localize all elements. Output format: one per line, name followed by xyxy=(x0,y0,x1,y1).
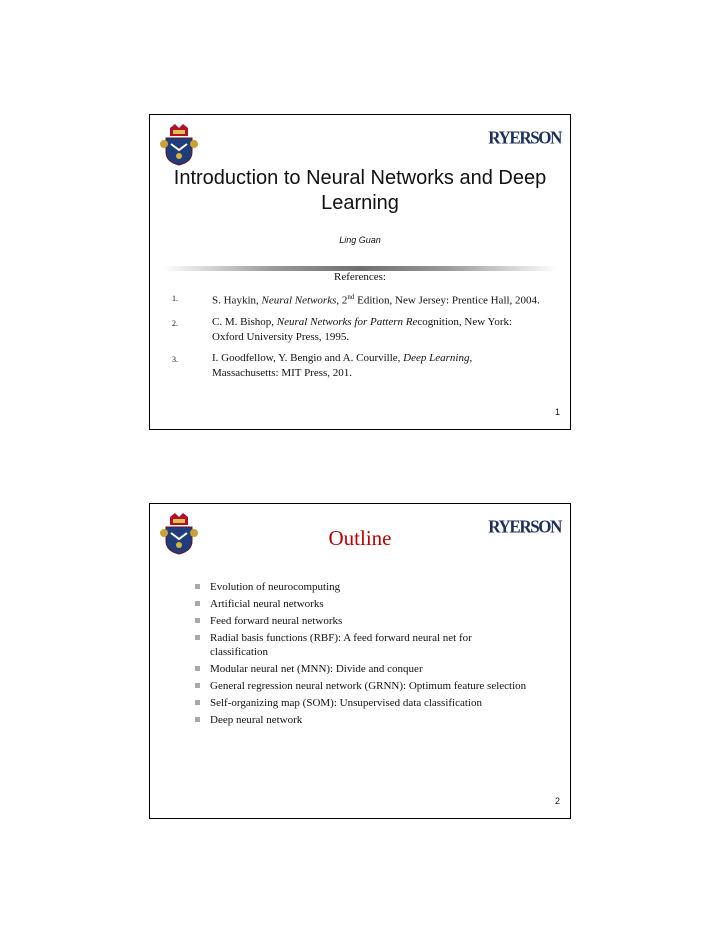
outline-item xyxy=(195,597,530,611)
reference-number: 3. xyxy=(172,354,178,364)
reference-superscript: nd xyxy=(347,293,355,301)
outline-item-text: Self-organizing map (SOM): Unsupervised data classification xyxy=(210,697,482,709)
page-number: 1 xyxy=(554,407,560,417)
outline-item-text: Evolution of neurocomputing xyxy=(210,581,341,593)
square-bullet-icon xyxy=(195,618,200,623)
square-bullet-icon xyxy=(195,666,200,671)
outline-item xyxy=(195,713,530,727)
reference-text: C. M. Bishop, xyxy=(212,315,277,328)
reference-text: S. Haykin, xyxy=(212,294,262,307)
references-heading: References: xyxy=(334,271,386,283)
square-bullet-icon xyxy=(195,700,200,705)
outline-item-text: General regression neural network (GRNN): Optimum feature selection xyxy=(210,680,527,692)
reference-text: , 2 xyxy=(336,294,348,307)
outline-item xyxy=(195,580,530,594)
ryerson-logo: RYERSON xyxy=(488,516,561,537)
reference-number: 1. xyxy=(172,294,178,303)
reference-title: Deep Learning xyxy=(403,351,470,364)
ryerson-logo: RYERSON xyxy=(488,127,561,148)
outline-item xyxy=(195,662,530,676)
reference-item xyxy=(172,315,540,345)
outline-item-text: Radial basis functions (RBF): A feed forward neural net for classification xyxy=(210,632,472,658)
reference-text: I. Goodfellow, Y. Bengio and A. Courville, xyxy=(212,351,404,364)
reference-item xyxy=(172,351,540,381)
outline-item xyxy=(195,631,530,659)
outline-item-text: Deep neural network xyxy=(210,714,303,726)
page-number: 2 xyxy=(554,796,560,806)
reference-text: Edition, New Jersey: Prentice Hall, 2004. xyxy=(354,294,540,307)
square-bullet-icon xyxy=(195,717,200,722)
reference-text: cognition, New York: Oxford University Press, 1995. xyxy=(212,315,513,343)
slide-title: Introduction to Neural Networks and Deep Learning xyxy=(173,167,547,214)
reference-text: , Massachusetts: MIT Press, 201. xyxy=(212,351,473,379)
outline-item xyxy=(195,679,530,693)
outline-list xyxy=(195,580,530,730)
author-name: Ling Guan xyxy=(339,235,381,245)
slide-2 xyxy=(149,503,571,819)
outline-item-text: Feed forward neural networks xyxy=(210,615,343,627)
square-bullet-icon xyxy=(195,683,200,688)
square-bullet-icon xyxy=(195,601,200,606)
outline-item-text: Artificial neural networks xyxy=(210,598,324,610)
reference-item xyxy=(172,290,540,309)
square-bullet-icon xyxy=(195,584,200,589)
outline-item-text: Modular neural net (MNN): Divide and conquer xyxy=(210,663,423,675)
university-crest-icon xyxy=(160,122,198,166)
reference-title: Neural Networks xyxy=(261,294,337,307)
square-bullet-icon xyxy=(195,635,200,640)
slide-1 xyxy=(149,114,571,430)
references-list xyxy=(172,290,540,387)
outline-item xyxy=(195,614,530,628)
outline-item xyxy=(195,696,530,710)
outline-title: Outline xyxy=(328,526,392,550)
reference-title: Neural Networks for Pattern Re xyxy=(276,315,418,328)
reference-number: 2. xyxy=(172,318,178,328)
